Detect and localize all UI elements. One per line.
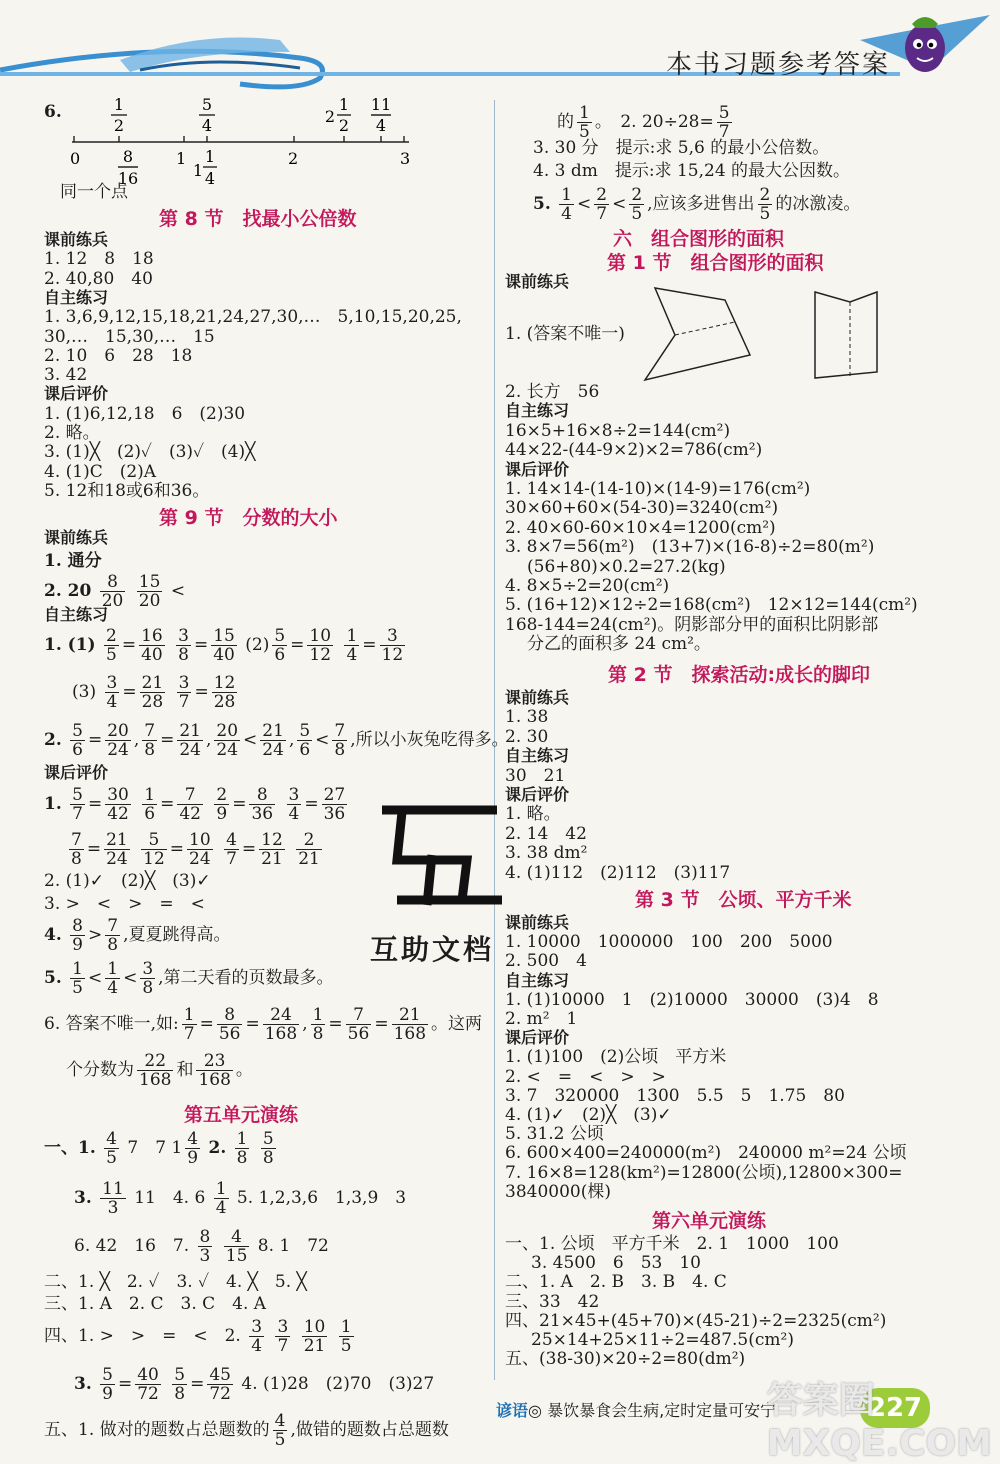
answer-text: 11 4. 6 [134,1188,206,1208]
answer-text: 5. [533,194,551,214]
subhead: 自主练习 [505,401,570,421]
footer-brand: 谚语 [496,1401,529,1420]
answer-line: 1. 10000 1000000 100 200 5000 [505,932,833,953]
answer-line: 3. (1)╳ (2)✓ (3)✓ (4)╳ [44,442,256,463]
section-title-9: 第 9 节 分数的大小 [159,507,338,529]
answer-text: 1. [44,794,62,814]
subhead: 自主练习 [44,287,109,307]
answer-line: 一、1. 公顷 平方千米 2. 1 1000 100 [505,1234,839,1254]
answer-line: 7. 16×8=128(km²)=12800(公顷),12800×300= [505,1162,903,1183]
answer-line: 2. < = < > > [505,1066,666,1087]
top-frac-d: 4 [375,116,387,135]
top-frac-whole: 2 [324,107,336,126]
answer-text: 7 7 [127,1138,167,1158]
top-frac-n: 5 [201,95,213,114]
answer-line: 4. (1)✓ (2)╳ (3)✓ [505,1105,672,1125]
answer-line: 2. 10 6 28 18 [44,345,193,366]
answer-line: 3840000(棵) [505,1181,611,1202]
answer-line: 1. 14×14-(14-10)×(14-9)=176(cm²) [505,479,811,499]
subhead: 课后评价 [505,785,570,804]
answer-line: $\frac{7}{8}$ = $\frac{21}{24}$ $\frac{5}{12}$ = $\frac{10}{24}$ $\frac{4}{7}$ = $\frac{12}{21}$ $\frac{2}{21}$ [71,830,320,869]
bottom-frac-whole: 1 [192,161,204,180]
answer-line: 1. 略。 [505,804,561,825]
unit-6-review-title: 第六单元演练 [652,1210,767,1232]
answer-text: 4. [44,925,62,945]
answer-line: (3) $\frac{3}{4}$ = $\frac{21}{28}$ $\frac{3}{7}$ = $\frac{12}{28}$ [72,673,236,712]
answer-line: 4. 3 dm 提示:求 15,24 的最大公因数。 [533,161,851,181]
answer-line: 3. 8×7=56(m²) (13+7)×(16-8)÷2=80(m²) [505,537,875,558]
answer-line: 30×60+60×(54-30)=3240(cm²) [505,498,779,519]
answer-text: ,所以小灰兔吃得多。 [350,730,509,750]
answer-line: 1. (1)10000 1 (2)10000 30000 (3)4 8 [505,989,879,1010]
answer-line: 2. 20 $\frac{8}{20}$ $\frac{15}{20}$ < [44,572,186,611]
bottom-frac-n: 8 [122,147,134,166]
answer-line: 6. 600×400=240000(m²) 240000 m²=24 公顷 [505,1143,907,1164]
answer-line: 三、1. A 2. C 3. C 4. A [44,1294,267,1314]
answer-line: 1. 12 8 18 [44,249,154,270]
answer-line: 5. (16+12)×12÷2=168(cm²) 12×12=144(cm²) [505,595,918,616]
answer-line: 2. 略。 [44,423,100,443]
answer-line: 44×22-(44-9×2)×2=786(cm²) [505,440,763,461]
answer-text: ,做错的题数占总题数 [290,1420,449,1440]
section-title-6-1: 第 1 节 组合图形的面积 [607,252,824,274]
answer-line: 1. 38 [505,707,549,728]
answer-text: 。 2. 20÷28= [594,112,714,132]
answer-line: 3. > < > = < [44,894,205,914]
answer-line: 四、21×45+(45+70)×(45-21)÷2=2325(cm²) [505,1310,887,1331]
answer-text: 2. 20 [44,581,92,601]
answer-line: 6. 42 16 7. $\frac{8}{3}$ $\frac{4}{15}$ 8. 1 72 [74,1227,329,1266]
bottom-frac-d: 4 [204,169,216,188]
answer-line: 6. 答案不唯一,如: $\frac{1}{7}$ = $\frac{8}{56}$ = $\frac{24}{168}$ , $\frac{1}{8}$ = $\frac{7}{56}$ = $\frac{21}{168}$ 。这两 [44,1005,483,1044]
answer-line: 5. 31.2 公顷 [505,1124,604,1145]
q6-label: 6. [44,102,62,122]
footer-text: 暴饮暴食会生病,定时定量可安宁 [547,1401,777,1420]
watermark-site-text: MXQE.COM [766,1423,992,1464]
subhead: 课前练兵 [505,272,570,291]
watermark-site [767,1372,992,1464]
answer-text: 5. 1,2,3,6 1,3,9 3 [236,1188,407,1208]
top-frac-d: 4 [201,116,213,135]
answer-line: 2. m² 1 [505,1009,578,1029]
answer-line: 3. 38 dm² [505,843,588,864]
top-frac-n: 1 [338,95,350,114]
answer-line: 3. $\frac{5}{9}$ = $\frac{40}{72}$ $\frac{5}{8}$ = $\frac{45}{72}$ 4. (1)28 (2)70 (3)27 [74,1365,435,1404]
answer-line: 2. 40,80 40 [44,268,153,289]
answer-line: (56+80)×0.2=27.2(kg) [527,556,726,577]
answer-line: 4. $\frac{8}{9}$ > $\frac{7}{8}$ ,夏夏跳得高。 [44,916,231,955]
answer-line: 2. 40×60-60×10×4=1200(cm²) [505,517,776,538]
top-frac-n: 1 [113,95,125,114]
answer-text: 8. 1 72 [257,1236,329,1256]
subhead: 课后评价 [505,1028,570,1048]
unit-5-title: 第五单元演练 [184,1104,299,1126]
answer-line: 1. $\frac{5}{7}$ = $\frac{30}{42}$ $\frac{1}{6}$ = $\frac{7}{42}$ $\frac{2}{9}$ = $\frac{8}{36}$ $\frac{3}{4}$ = $\frac{27}{36}$ [44,785,346,824]
bottom-frac-n: 1 [204,147,216,166]
answer-text: 5. [44,968,62,988]
answer-text: 个分数为 [66,1060,134,1080]
tick-label: 2 [288,149,299,168]
answer-text: 6. 答案不唯一,如: [44,1014,179,1034]
answer-line: 4. (1)112 (2)112 (3)117 [505,862,731,883]
composite-shape-figure [635,280,885,385]
page-number: 227 [860,1388,930,1428]
answer-line: 2. 14 42 [505,823,587,844]
answer-text: 3. [74,1188,92,1208]
answer-line: 1. (答案不唯一) [505,324,625,344]
answer-text: 。 [235,1060,253,1080]
subhead: 课前练兵 [44,230,109,249]
subhead: 自主练习 [44,605,109,624]
tick-label: 0 [70,149,81,168]
bottom-frac-d: 16 [117,169,139,188]
answer-text: 1. (1) [44,635,96,655]
answer-line: 1. 3,6,9,12,15,18,21,24,27,30,… 5,10,15,20,25, [44,307,462,328]
answer-line: 二、1. ╳ 2. ✓ 3. ✓ 4. ╳ 5. ╳ [44,1272,307,1292]
answer-line: 1. 通分 [44,551,102,571]
answer-line: 三、33 42 [505,1291,600,1312]
answer-line: 3. 7 320000 1300 5.5 5 1.75 80 [505,1085,845,1106]
answer-text: 4. (1)28 (2)70 (3)27 [241,1374,435,1394]
answer-line: 五、(38-30)×20÷2=80(dm²) [505,1349,746,1370]
answer-line: 2. (1)✓ (2)╳ (3)✓ [44,871,211,891]
answer-text: ,第二天看的页数最多。 [158,968,334,988]
answer-text: 3. [74,1374,92,1394]
top-frac-d: 2 [338,116,350,135]
answer-line: 5. $\frac{1}{4}$ < $\frac{2}{7}$ < $\frac{2}{5}$ ,应该多进售出 $\frac{2}{5}$ 的冰激凌。 [533,185,861,224]
subhead: 自主练习 [505,746,570,766]
answer-text: ,应该多进售出 [647,194,755,214]
answer-line: 1. (1) $\frac{2}{5}$ = $\frac{16}{40}$ $\frac{3}{8}$ = $\frac{15}{40}$ (2) $\frac{5}{6}$ = $\frac{10}{12}$ $\frac{1}{4}$ = $\frac{3}{12}$ [44,626,404,665]
eggplant-mascot-icon [890,6,960,76]
section-title-6-3: 第 3 节 公顷、平方千米 [635,889,852,911]
answer-line: 16×5+16×8÷2=144(cm²) [505,420,731,441]
answer-line: 3. $\frac{11}{3}$ 11 4. 6 $\frac{1}{4}$ 5. 1,2,3,6 1,3,9 3 [74,1179,407,1218]
section-title-6-2: 第 2 节 探索活动:成长的脚印 [608,664,871,686]
tick-label: 1 [176,149,187,168]
answer-line: 3. 4500 6 53 10 [531,1253,701,1274]
answer-line: 5. 12和18或6和36。 [44,480,210,501]
answer-text: 五、1. 做对的题数占总题数的 [44,1420,270,1440]
header-title: 本书习题参考答案 [665,50,890,80]
answer-line: 4. (1)C (2)A [44,461,157,482]
watermark-stamp: 答案圈 [766,1380,875,1421]
footer-proverb: 谚语◎ 暴饮暴食会生病,定时定量可安宁 [496,1401,777,1420]
top-frac-n: 11 [370,95,392,114]
answer-text: (3) [72,682,97,702]
answer-text: 一、1. [44,1138,96,1158]
subhead: 课前练兵 [44,528,109,547]
subhead: 课前练兵 [505,913,570,932]
answer-line: 4. 8×5÷2=20(cm²) [505,576,670,596]
watermark-text: 互助文档 [370,933,495,966]
answer-line: 个分数为 $\frac{22}{168}$ 和 $\frac{23}{168}$ 。 [66,1051,253,1090]
tick-label: 3 [400,149,411,168]
answer-line: 2. $\frac{5}{6}$ = $\frac{20}{24}$ , $\frac{7}{8}$ = $\frac{21}{24}$ , $\frac{20}{24}$ < $\frac{21}{24}$ , $\frac{5}{6}$ < $\frac{7}{8}$ ,所以小灰兔吃得多。 [44,721,509,760]
answer-text: < [170,581,186,601]
answer-line: 分乙的面积多 24 cm²。 [527,634,711,655]
subhead: 课后评价 [44,763,109,782]
top-frac-d: 2 [113,116,125,135]
answer-text: 的 [557,112,574,132]
answer-text: 6. 42 16 7. [74,1236,190,1256]
answer-line: 一、1. $\frac{4}{5}$ 7 7 1 $\frac{4}{9}$ 2. $\frac{1}{8}$ $\frac{5}{8}$ [44,1129,274,1168]
answer-text: 。这两 [431,1014,483,1034]
answer-line: 1. (1)100 (2)公顷 平方米 [505,1047,727,1068]
answer-line: 3. 42 [44,365,88,386]
section-title-8: 第 8 节 找最小公倍数 [159,208,357,230]
answer-text: 四、1. > > = < 2. [44,1326,241,1346]
answer-line: 的 $\frac{1}{5}$ 。 2. 20÷28= $\frac{5}{7}$ [557,103,730,142]
watermark-logo-icon [372,800,512,910]
answer-line: 四、1. > > = < 2. $\frac{3}{4}$ $\frac{3}{7}$ $\frac{10}{21}$ $\frac{1}{5}$ [44,1317,352,1356]
subhead: 课后评价 [44,384,109,404]
unit-6-heading: 六 组合图形的面积 [613,228,785,250]
answer-line: 二、1. A 2. B 3. B 4. C [505,1272,727,1293]
q6-note: 同一个点 [60,182,128,202]
answer-line: 25×14+25×11÷2=487.5(cm²) [531,1330,794,1350]
answer-line: 5. $\frac{1}{5}$ < $\frac{1}{4}$ < $\frac{3}{8}$ ,第二天看的页数最多。 [44,959,334,998]
answer-line: 2. 长方 56 [505,382,600,402]
subhead: 自主练习 [505,970,570,990]
answer-text: ,夏夏跳得高。 [123,925,231,945]
subhead: 课后评价 [505,459,570,479]
answer-line: 168-144=24(cm²)。阴影部分甲的面积比阴影部 [505,614,879,635]
answer-line: 1. (1)6,12,18 6 (2)30 [44,403,246,424]
answer-text: 和 [176,1060,194,1080]
answer-line: 30,… 15,30,… 15 [44,326,215,347]
answer-text: 2. [44,730,62,750]
answer-line: 2. 500 4 [505,951,587,972]
answer-line: 3. 30 分 提示:求 5,6 的最小公倍数。 [533,138,830,158]
answer-text: 的冰激凌。 [775,194,861,214]
answer-line: 30 21 [505,765,566,786]
number-line-top-fractions [111,95,391,135]
answer-line: 五、1. 做对的题数占总题数的 $\frac{4}{5}$ ,做错的题数占总题数 [44,1411,449,1450]
answer-line: 2. 30 [505,726,549,747]
subhead: 课前练兵 [505,688,570,707]
